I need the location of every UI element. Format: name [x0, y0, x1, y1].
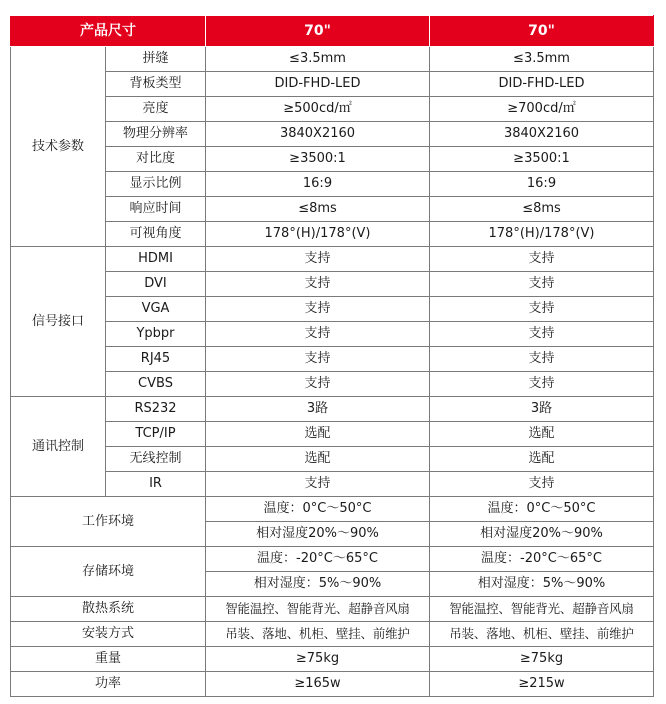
row-value-1: ≤3.5mm: [206, 47, 430, 72]
row-value-1: 支持: [206, 472, 430, 497]
row-label: 显示比例: [106, 172, 206, 197]
row-value-1: ≤8ms: [206, 197, 430, 222]
row-value-2: 智能温控、智能背光、超静音风扇: [430, 597, 654, 622]
row-label: 拼缝: [106, 47, 206, 72]
row-value-2: 支持: [430, 472, 654, 497]
table-row: [11, 547, 654, 572]
table-row: [11, 322, 654, 347]
storage-env-temp-1: 温度：-20°C～65°C: [206, 547, 430, 572]
row-value-2: ≤3.5mm: [430, 47, 654, 72]
row-value-1: 3840X2160: [206, 122, 430, 147]
row-value-1: 支持: [206, 372, 430, 397]
row-value-2: 选配: [430, 422, 654, 447]
row-value-2: 支持: [430, 272, 654, 297]
row-value-2: 3路: [430, 397, 654, 422]
row-label: VGA: [106, 297, 206, 322]
table-row: [11, 272, 654, 297]
table-row: [11, 147, 654, 172]
storage-env-temp-2: 温度：-20°C～65°C: [430, 547, 654, 572]
table-row: [11, 247, 654, 272]
table-row: [11, 447, 654, 472]
row-value-2: ≥700cd/㎡: [430, 97, 654, 122]
row-label: 重量: [11, 647, 206, 672]
table-row: [11, 172, 654, 197]
work-env-humidity-2: 相对湿度20%～90%: [430, 522, 654, 547]
storage-env-humidity-1: 相对湿度：5%～90%: [206, 572, 430, 597]
row-value-1: ≥75kg: [206, 647, 430, 672]
table-row: [11, 47, 654, 72]
row-value-1: ≥500cd/㎡: [206, 97, 430, 122]
table-row: [11, 72, 654, 97]
table-row: [11, 672, 654, 697]
row-label: 功率: [11, 672, 206, 697]
row-value-2: 支持: [430, 347, 654, 372]
row-label: 散热系统: [11, 597, 206, 622]
row-label: CVBS: [106, 372, 206, 397]
table-row: [11, 372, 654, 397]
table-row: [11, 472, 654, 497]
group-label-tech: 技术参数: [11, 47, 106, 247]
row-value-1: 支持: [206, 272, 430, 297]
table-row: [11, 347, 654, 372]
row-value-2: ≤8ms: [430, 197, 654, 222]
row-value-2: 178°(H)/178°(V): [430, 222, 654, 247]
row-label: RJ45: [106, 347, 206, 372]
row-value-2: 16:9: [430, 172, 654, 197]
row-label: HDMI: [106, 247, 206, 272]
spec-table: [10, 15, 654, 697]
table-row: [11, 297, 654, 322]
row-value-2: 支持: [430, 247, 654, 272]
table-row: [11, 97, 654, 122]
row-value-1: 选配: [206, 447, 430, 472]
table-row: [11, 197, 654, 222]
storage-env-label: 存储环境: [11, 547, 206, 597]
table-row: [11, 597, 654, 622]
row-label: RS232: [106, 397, 206, 422]
row-label: 可视角度: [106, 222, 206, 247]
table-row: [11, 422, 654, 447]
row-value-1: 178°(H)/178°(V): [206, 222, 430, 247]
row-label: TCP/IP: [106, 422, 206, 447]
row-value-2: 支持: [430, 372, 654, 397]
row-value-1: 3路: [206, 397, 430, 422]
row-value-1: ≥3500:1: [206, 147, 430, 172]
row-value-2: ≥3500:1: [430, 147, 654, 172]
row-value-1: 选配: [206, 422, 430, 447]
row-value-2: DID-FHD-LED: [430, 72, 654, 97]
table-row: [11, 222, 654, 247]
header-model-2: 70": [430, 16, 654, 47]
table-header-row: [11, 16, 654, 47]
row-value-1: 支持: [206, 322, 430, 347]
row-label: 背板类型: [106, 72, 206, 97]
header-product-size: 产品尺寸: [11, 16, 206, 47]
storage-env-humidity-2: 相对湿度：5%～90%: [430, 572, 654, 597]
row-value-1: ≥165w: [206, 672, 430, 697]
table-row: [11, 622, 654, 647]
row-value-1: 支持: [206, 297, 430, 322]
row-label: 无线控制: [106, 447, 206, 472]
table-row: [11, 647, 654, 672]
work-env-label: 工作环境: [11, 497, 206, 547]
row-value-2: 支持: [430, 322, 654, 347]
row-label: IR: [106, 472, 206, 497]
table-row: [11, 397, 654, 422]
row-value-2: 3840X2160: [430, 122, 654, 147]
row-label: 亮度: [106, 97, 206, 122]
row-value-1: DID-FHD-LED: [206, 72, 430, 97]
row-label: 对比度: [106, 147, 206, 172]
row-value-1: 智能温控、智能背光、超静音风扇: [206, 597, 430, 622]
work-env-temp-2: 温度：0°C～50°C: [430, 497, 654, 522]
row-value-2: ≥215w: [430, 672, 654, 697]
row-label: 物理分辨率: [106, 122, 206, 147]
header-model-1: 70": [206, 16, 430, 47]
row-value-2: 吊装、落地、机柜、壁挂、前维护: [430, 622, 654, 647]
row-value-2: 支持: [430, 297, 654, 322]
group-label-control: 通讯控制: [11, 397, 106, 497]
work-env-temp-1: 温度：0°C～50°C: [206, 497, 430, 522]
row-value-1: 16:9: [206, 172, 430, 197]
row-value-1: 吊装、落地、机柜、壁挂、前维护: [206, 622, 430, 647]
row-label: 安装方式: [11, 622, 206, 647]
row-label: 响应时间: [106, 197, 206, 222]
row-value-1: 支持: [206, 347, 430, 372]
row-value-2: ≥75kg: [430, 647, 654, 672]
table-row: [11, 497, 654, 522]
row-label: DVI: [106, 272, 206, 297]
row-value-1: 支持: [206, 247, 430, 272]
row-label: Ypbpr: [106, 322, 206, 347]
table-row: [11, 122, 654, 147]
work-env-humidity-1: 相对湿度20%～90%: [206, 522, 430, 547]
row-value-2: 选配: [430, 447, 654, 472]
group-label-signal: 信号接口: [11, 247, 106, 397]
